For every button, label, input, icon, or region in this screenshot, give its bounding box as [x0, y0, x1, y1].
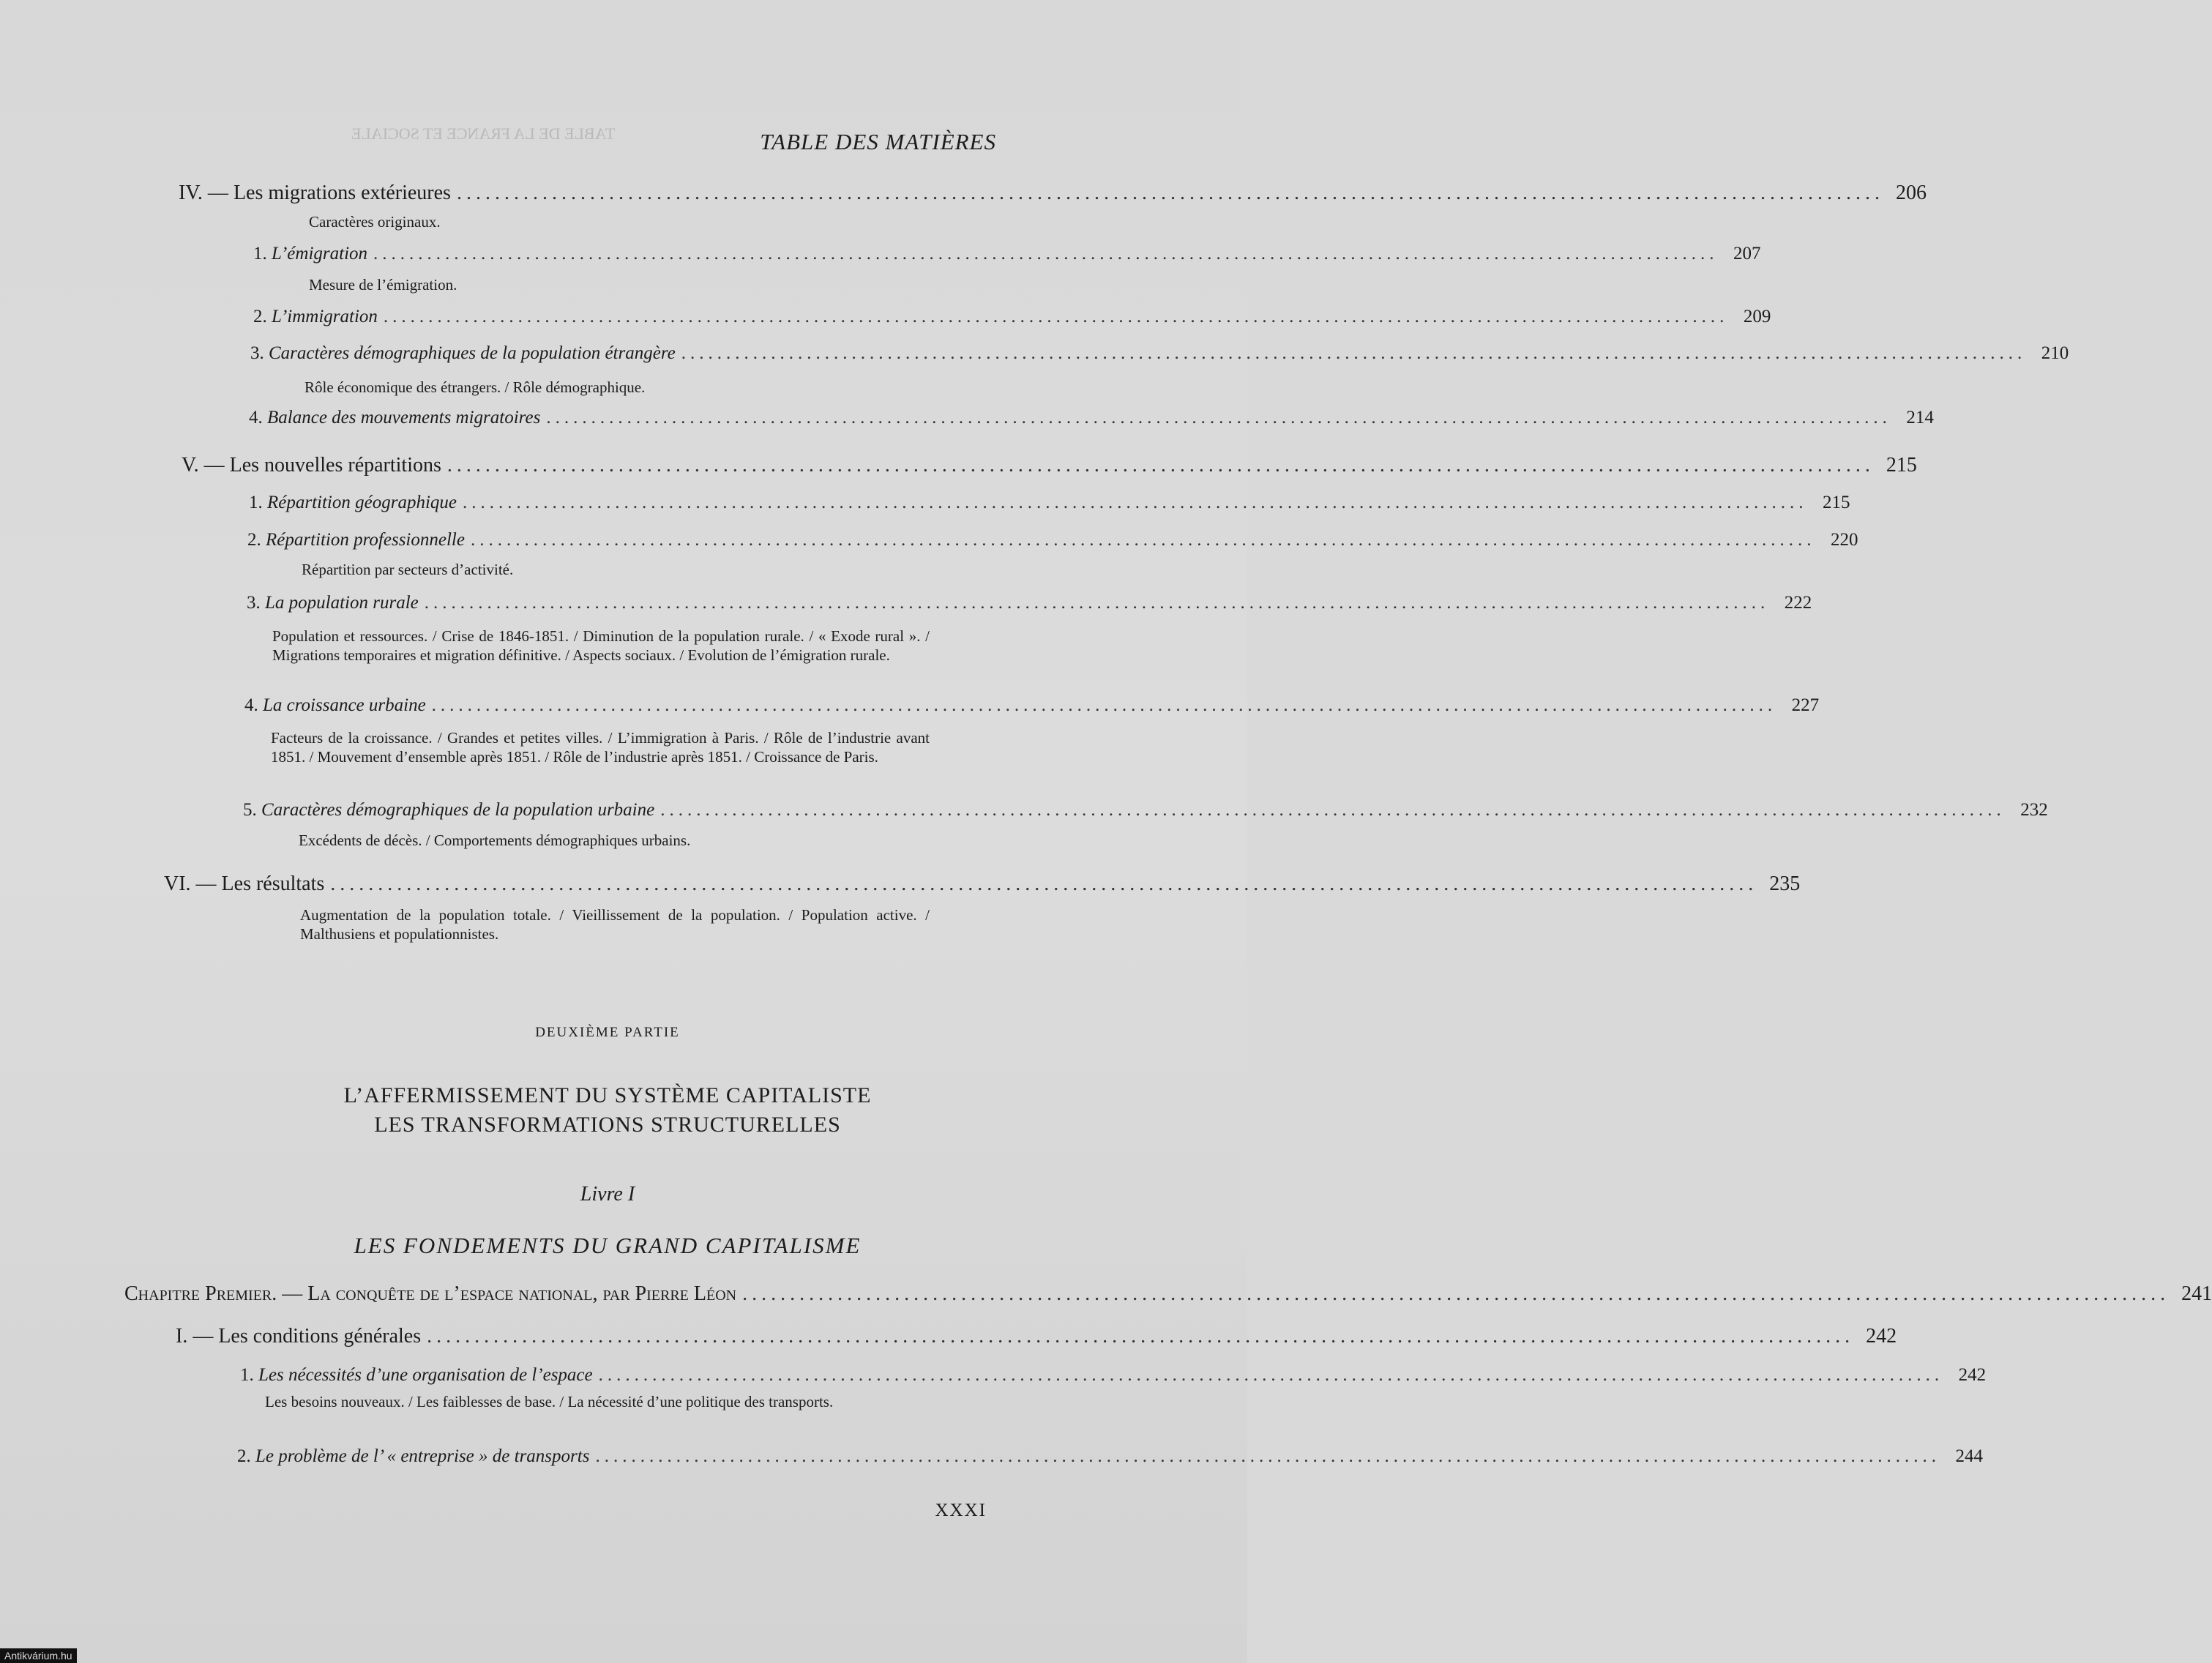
part-title-line-2: LES TRANSFORMATIONS STRUCTURELLES: [374, 1113, 841, 1137]
toc-entry-v-2: 2. Répartition professionnelle ...................................................................................................................................................... 220: [247, 530, 1858, 550]
toc-description: Caractères originaux.: [309, 213, 441, 231]
toc-description: Répartition par secteurs d’activité.: [302, 561, 514, 578]
page-number: 222: [1784, 593, 1812, 613]
livre-label: Livre I: [580, 1183, 635, 1206]
page-number: 215: [1886, 454, 1917, 477]
toc-entry-v-3: 3. La population rurale ...................................................................................................................................................... 222: [247, 593, 1812, 613]
page-number: 244: [1955, 1446, 1983, 1466]
page-number: 215: [1823, 493, 1850, 512]
toc-description: Mesure de l’émigration.: [309, 276, 457, 294]
toc-entry-i-2: 2. Le problème de l’ « entreprise » de transports ...................................................................................................................................................... 244: [237, 1446, 1983, 1466]
page-number: 242: [1866, 1325, 1897, 1348]
dot-leader: ......................................................................................................................................................: [742, 1282, 2170, 1305]
toc-entry-section-iv: IV. — Les migrations extérieures ...................................................................................................................................................... 206: [179, 182, 1927, 204]
folio-page-number: XXXI: [935, 1501, 987, 1520]
page-number: 209: [1743, 307, 1771, 326]
toc-entry-section-vi: VI. — Les résultats ...................................................................................................................................................... 235: [164, 872, 1801, 895]
toc-entry-iv-4: 4. Balance des mouvements migratoires ...................................................................................................................................................... 214: [249, 408, 1934, 427]
dot-leader: ......................................................................................................................................................: [330, 872, 1758, 895]
dot-leader: ......................................................................................................................................................: [681, 343, 2027, 363]
dot-leader: ......................................................................................................................................................: [463, 493, 1808, 512]
toc-description: Excédents de décès. / Comportements démographiques urbains.: [299, 832, 691, 849]
dot-leader: ......................................................................................................................................................: [427, 1325, 1855, 1348]
page-number: 242: [1958, 1365, 1987, 1385]
page-number: 220: [1830, 530, 1858, 550]
dot-leader: ......................................................................................................................................................: [456, 182, 1884, 204]
part-title-line-1: L’AFFERMISSEMENT DU SYSTÈME CAPITALISTE: [343, 1083, 872, 1107]
dot-leader: ......................................................................................................................................................: [424, 593, 1770, 613]
toc-entry-iv-3: 3. Caractères démographiques de la population étrangère ...................................................................................................................................................... 210: [250, 343, 2069, 363]
toc-entry-chapter: Chapitre Premier. — La conquête de l’espace national, par Pierre Léon ...................................................................................................................................................... 241: [124, 1282, 2212, 1305]
page-number: 235: [1769, 872, 1801, 895]
toc-entry-v-4: 4. La croissance urbaine ...................................................................................................................................................... 227: [244, 695, 1820, 715]
dot-leader: ......................................................................................................................................................: [595, 1446, 1940, 1466]
toc-entry-section-i: I. — Les conditions générales ...................................................................................................................................................... 242: [176, 1325, 1897, 1348]
dot-leader: ......................................................................................................................................................: [446, 454, 1875, 477]
toc-entry-i-1: 1. Les nécessités d’une organisation de l’espace ...................................................................................................................................................... 242: [240, 1365, 1987, 1385]
page-number: 206: [1895, 182, 1927, 204]
dot-leader: ......................................................................................................................................................: [660, 800, 2006, 820]
toc-description: Population et ressources. / Crise de 1846-1851. / Diminution de la population rurale. / « Exode rural ». / Migrations temporaires et migration définitive. / Aspects sociaux. / Evolution de l’émigration rurale.: [272, 627, 930, 664]
running-title: TABLE DES MATIÈRES: [760, 129, 996, 154]
toc-entry-iv-1: 1. L’émigration ...................................................................................................................................................... 207: [253, 244, 1761, 264]
toc-entry-v-1: 1. Répartition géographique ...................................................................................................................................................... 215: [249, 493, 1850, 512]
page-number: 207: [1733, 244, 1761, 264]
dot-leader: ......................................................................................................................................................: [470, 530, 1816, 550]
toc-description: Facteurs de la croissance. / Grandes et petites villes. / L’immigration à Paris. / Rôle de l’industrie avant 1851. / Mouvement d’ensemble après 1851. / Rôle de l’industrie après 1851. / Croissance de Paris.: [271, 729, 930, 766]
toc-entry-v-5: 5. Caractères démographiques de la population urbaine ...................................................................................................................................................... 232: [243, 800, 2048, 820]
page-number: 214: [1906, 408, 1934, 427]
dot-leader: ......................................................................................................................................................: [383, 307, 1729, 326]
show-through-text: TABLE DE LA FRANCE ET SOCIALE: [351, 124, 616, 143]
dot-leader: ......................................................................................................................................................: [431, 695, 1777, 715]
dot-leader: ......................................................................................................................................................: [598, 1365, 1944, 1385]
toc-description: Les besoins nouveaux. / Les faiblesses de base. / La nécessité d’une politique des transports.: [265, 1393, 834, 1410]
toc-description: Rôle économique des étrangers. / Rôle démographique.: [304, 378, 646, 396]
livre-title: LES FONDEMENTS DU GRAND CAPITALISME: [354, 1233, 862, 1258]
page-number: 227: [1791, 695, 1820, 715]
toc-description: Augmentation de la population totale. / Vieillissement de la population. / Population active. / Malthusiens et populationnistes.: [300, 906, 930, 943]
dot-leader: ......................................................................................................................................................: [546, 408, 1891, 427]
dot-leader: ......................................................................................................................................................: [373, 244, 1719, 264]
page-number: 232: [2020, 800, 2048, 820]
toc-entry-section-v: V. — Les nouvelles répartitions ...................................................................................................................................................... 215: [182, 454, 1917, 477]
page-number: 241: [2181, 1282, 2212, 1305]
page-number: 210: [2041, 343, 2069, 363]
toc-entry-iv-2: 2. L’immigration ...................................................................................................................................................... 209: [253, 307, 1771, 326]
watermark: Antikvárium.hu: [0, 1648, 77, 1663]
part-label: DEUXIÈME PARTIE: [535, 1025, 680, 1040]
